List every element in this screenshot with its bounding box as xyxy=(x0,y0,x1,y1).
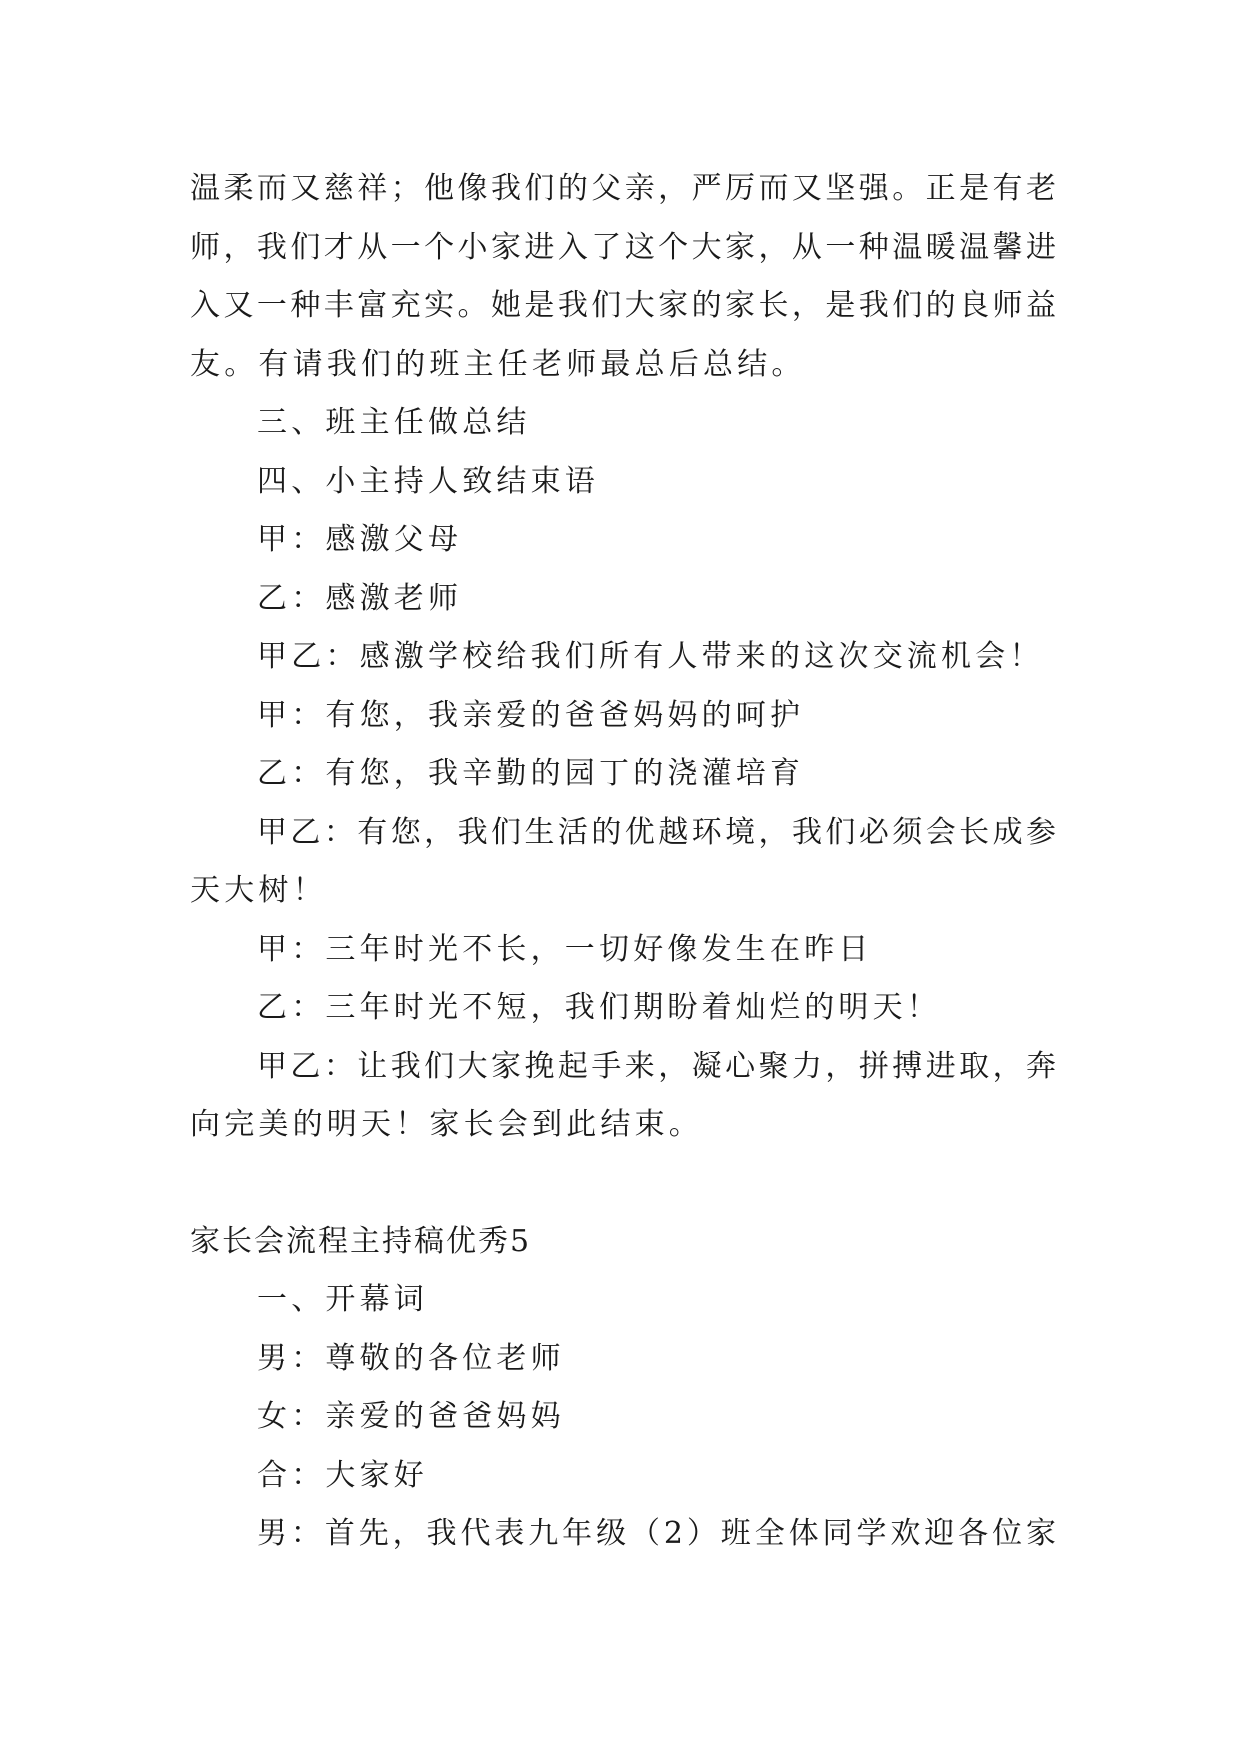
dialogue-line: 天大树！ xyxy=(190,873,327,908)
dialogue-line: 甲乙：有您，我们生活的优越环境，我们必须会长成参 xyxy=(257,814,1056,850)
dialogue-line: 甲乙：让我们大家挽起手来，凝心聚力，拼搏进取，奔 xyxy=(257,1048,1056,1084)
list-item: 三、班主任做总结 xyxy=(257,405,531,440)
dialogue-line: 向完美的明天！家长会到此结束。 xyxy=(190,1107,703,1142)
dialogue-line: 女：亲爱的爸爸妈妈 xyxy=(257,1399,565,1434)
list-item: 四、小主持人致结束语 xyxy=(257,463,599,499)
paragraph-line: 友。有请我们的班主任老师最总后总结。 xyxy=(190,346,806,382)
section-gap xyxy=(190,1155,1056,1213)
paragraph-line: 师，我们才从一个小家进入了这个大家，从一种温暖温馨进 xyxy=(190,229,1056,265)
list-item: 一、开幕词 xyxy=(257,1282,428,1317)
paragraph-line: 温柔而又慈祥；他像我们的父亲，严厉而又坚强。正是有老 xyxy=(190,171,1056,206)
dialogue-line: 男：尊敬的各位老师 xyxy=(257,1340,565,1376)
dialogue-line: 甲：三年时光不长，一切好像发生在昨日 xyxy=(257,931,873,967)
dialogue-line: 乙：有您，我辛勤的园丁的浇灌培育 xyxy=(257,756,805,791)
dialogue-line: 乙：三年时光不短，我们期盼着灿烂的明天！ xyxy=(257,990,941,1025)
dialogue-line: 甲：感激父母 xyxy=(257,522,463,557)
dialogue-line: 甲乙：感激学校给我们所有人带来的这次交流机会！ xyxy=(257,639,1044,674)
document-page xyxy=(190,160,1056,1564)
dialogue-line: 男：首先，我代表九年级（2）班全体同学欢迎各位家 xyxy=(257,1516,1056,1551)
dialogue-line: 乙：感激老师 xyxy=(257,580,463,616)
dialogue-line: 合：大家好 xyxy=(257,1457,428,1493)
dialogue-line: 甲：有您，我亲爱的爸爸妈妈的呵护 xyxy=(257,697,805,733)
paragraph-line: 入又一种丰富充实。她是我们大家的家长，是我们的良师益 xyxy=(190,288,1056,323)
section-title: 家长会流程主持稿优秀5 xyxy=(190,1223,532,1259)
